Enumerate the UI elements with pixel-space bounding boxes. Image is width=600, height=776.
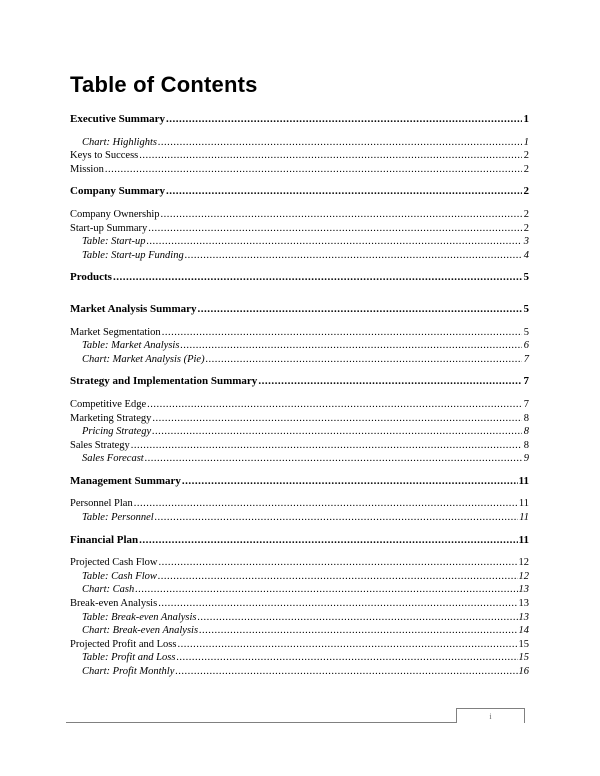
toc-leader-dots bbox=[152, 412, 522, 426]
toc-leader-dots bbox=[147, 398, 522, 412]
toc-leader-dots bbox=[158, 597, 517, 611]
toc-entry[interactable] bbox=[70, 439, 529, 453]
toc-entry-label: Executive Summary bbox=[70, 113, 166, 125]
toc-entry-page: 2 bbox=[523, 150, 529, 162]
toc-entry-label: Market Analysis Summary bbox=[70, 302, 197, 315]
toc-entry[interactable] bbox=[70, 412, 529, 426]
page-title: Table of Contents bbox=[70, 72, 258, 97]
toc-entry-label: Strategy and Implementation Summary bbox=[70, 375, 258, 388]
toc-entry-page: 9 bbox=[523, 453, 529, 465]
section-gap bbox=[70, 488, 529, 497]
toc-entry-page: 7 bbox=[523, 398, 529, 410]
toc-entry[interactable] bbox=[70, 271, 529, 285]
section-gap bbox=[70, 547, 529, 556]
table-of-contents bbox=[70, 113, 529, 679]
toc-entry-page: 2 bbox=[523, 163, 529, 175]
section-gap bbox=[70, 294, 529, 303]
toc-entry-page: 5 bbox=[523, 271, 529, 284]
toc-entry-page: 13 bbox=[518, 611, 529, 623]
toc-entry-page: 7 bbox=[523, 375, 529, 388]
toc-entry[interactable] bbox=[70, 583, 529, 597]
toc-entry[interactable] bbox=[70, 222, 529, 236]
toc-entry-page: 7 bbox=[523, 353, 529, 365]
toc-leader-dots bbox=[176, 651, 517, 665]
toc-leader-dots bbox=[161, 208, 522, 222]
toc-entry-label: Table: Start-up Funding bbox=[82, 249, 184, 261]
toc-entry[interactable] bbox=[70, 556, 529, 570]
toc-leader-dots bbox=[206, 353, 522, 367]
toc-entry[interactable] bbox=[70, 475, 529, 489]
toc-entry-label: Chart: Profit Monthly bbox=[82, 666, 175, 677]
section-gap bbox=[70, 366, 529, 375]
toc-entry[interactable] bbox=[70, 534, 529, 548]
toc-entry-label: Pricing Strategy bbox=[82, 426, 152, 438]
toc-entry[interactable] bbox=[70, 249, 529, 263]
toc-leader-dots bbox=[105, 163, 522, 177]
toc-entry-page: 15 bbox=[518, 638, 529, 650]
toc-entry-page: 11 bbox=[518, 498, 529, 510]
toc-entry-page: 2 bbox=[523, 222, 529, 234]
toc-entry-label: Competitive Edge bbox=[70, 398, 147, 410]
toc-entry[interactable] bbox=[70, 326, 529, 340]
toc-entry[interactable] bbox=[70, 339, 529, 353]
toc-leader-dots bbox=[135, 583, 517, 597]
toc-leader-dots bbox=[199, 624, 517, 638]
toc-entry-page: 5 bbox=[523, 326, 529, 338]
toc-entry[interactable] bbox=[70, 149, 529, 163]
toc-entry-page: 16 bbox=[518, 666, 529, 677]
toc-leader-dots bbox=[158, 136, 522, 150]
section-gap bbox=[70, 389, 529, 398]
toc-entry-page: 1 bbox=[523, 136, 529, 148]
section-gap bbox=[70, 285, 529, 294]
toc-entry[interactable] bbox=[70, 511, 529, 525]
toc-leader-dots bbox=[155, 511, 519, 525]
toc-leader-dots bbox=[113, 271, 522, 285]
toc-entry[interactable] bbox=[70, 208, 529, 222]
toc-entry-page: 14 bbox=[518, 625, 529, 637]
toc-entry[interactable] bbox=[70, 163, 529, 177]
toc-entry-label: Products bbox=[70, 271, 112, 284]
toc-entry-label: Marketing Strategy bbox=[70, 412, 152, 424]
toc-entry[interactable] bbox=[70, 113, 529, 127]
toc-entry[interactable] bbox=[70, 651, 529, 665]
footer-rule bbox=[66, 722, 456, 723]
toc-entry[interactable] bbox=[70, 611, 529, 625]
toc-leader-dots bbox=[139, 534, 517, 548]
toc-entry-page: 15 bbox=[518, 652, 529, 664]
section-gap bbox=[70, 525, 529, 534]
toc-leader-dots bbox=[159, 556, 518, 570]
toc-entry-page: 8 bbox=[523, 412, 529, 424]
toc-entry[interactable] bbox=[70, 497, 529, 511]
toc-entry-page: 12 bbox=[518, 570, 529, 582]
toc-entry-page: 3 bbox=[523, 236, 529, 248]
toc-entry[interactable] bbox=[70, 136, 529, 150]
toc-entry-label: Sales Strategy bbox=[70, 439, 130, 451]
toc-entry-page: 11 bbox=[518, 474, 529, 487]
toc-entry-label: Financial Plan bbox=[70, 533, 139, 546]
toc-entry-label: Table: Profit and Loss bbox=[82, 652, 176, 664]
toc-entry-label: Keys to Success bbox=[70, 150, 139, 162]
toc-entry[interactable] bbox=[70, 353, 529, 367]
toc-entry-label: Market Segmentation bbox=[70, 326, 161, 338]
toc-entry-label: Sales Forecast bbox=[82, 453, 144, 465]
toc-entry[interactable] bbox=[70, 665, 529, 679]
toc-entry-page: 13 bbox=[518, 584, 529, 596]
section-gap bbox=[70, 127, 529, 136]
toc-leader-dots bbox=[180, 339, 522, 353]
toc-leader-dots bbox=[148, 222, 522, 236]
toc-entry-page: 1 bbox=[523, 113, 529, 125]
toc-leader-dots bbox=[158, 570, 518, 584]
toc-entry[interactable] bbox=[70, 425, 529, 439]
toc-leader-dots bbox=[182, 475, 518, 489]
toc-leader-dots bbox=[258, 375, 522, 389]
section-gap bbox=[70, 317, 529, 326]
section-gap bbox=[70, 176, 529, 185]
toc-entry-label: Table: Market Analysis bbox=[82, 340, 180, 352]
toc-entry[interactable] bbox=[70, 303, 529, 317]
toc-entry[interactable] bbox=[70, 398, 529, 412]
toc-entry-label: Break-even Analysis bbox=[70, 598, 158, 610]
toc-entry-page: 8 bbox=[523, 426, 529, 438]
toc-entry[interactable] bbox=[70, 624, 529, 638]
toc-entry-page: 4 bbox=[523, 249, 529, 261]
toc-leader-dots bbox=[185, 249, 522, 263]
toc-entry-label: Projected Cash Flow bbox=[70, 557, 158, 569]
toc-leader-dots bbox=[177, 638, 517, 652]
toc-entry-label: Chart: Cash bbox=[82, 584, 135, 596]
toc-entry-page: 11 bbox=[519, 512, 529, 524]
toc-entry-label: Table: Start-up bbox=[82, 236, 146, 248]
toc-entry[interactable] bbox=[70, 375, 529, 389]
toc-leader-dots bbox=[131, 439, 522, 453]
toc-entry-label: Table: Cash Flow bbox=[82, 570, 157, 582]
toc-entry-label: Management Summary bbox=[70, 474, 181, 487]
toc-entry[interactable] bbox=[70, 570, 529, 584]
section-gap bbox=[70, 466, 529, 475]
toc-entry-label: Personnel Plan bbox=[70, 498, 133, 510]
toc-entry[interactable] bbox=[70, 452, 529, 466]
toc-leader-dots bbox=[166, 185, 522, 199]
toc-entry-label: Chart: Break-even Analysis bbox=[82, 625, 199, 637]
toc-leader-dots bbox=[162, 326, 522, 340]
toc-entry[interactable] bbox=[70, 185, 529, 199]
toc-entry-label: Table: Personnel bbox=[82, 512, 154, 524]
toc-entry-label: Chart: Market Analysis (Pie) bbox=[82, 353, 205, 365]
toc-leader-dots bbox=[139, 149, 522, 163]
toc-leader-dots bbox=[175, 665, 517, 679]
toc-entry[interactable] bbox=[70, 638, 529, 652]
toc-entry-label: Table: Break-even Analysis bbox=[82, 611, 197, 623]
toc-leader-dots bbox=[145, 452, 522, 466]
toc-leader-dots bbox=[198, 611, 518, 625]
toc-entry-label: Company Ownership bbox=[70, 208, 160, 220]
footer-page-number: i bbox=[456, 708, 525, 723]
toc-entry-page: 6 bbox=[523, 340, 529, 352]
toc-entry-page: 8 bbox=[523, 439, 529, 451]
toc-entry-label: Company Summary bbox=[70, 185, 166, 198]
toc-entry-page: 11 bbox=[518, 533, 529, 546]
section-gap bbox=[70, 199, 529, 208]
toc-entry-page: 5 bbox=[523, 302, 529, 315]
toc-leader-dots bbox=[152, 425, 522, 439]
toc-entry-label: Chart: Highlights bbox=[82, 136, 157, 148]
toc-leader-dots bbox=[147, 235, 523, 249]
toc-entry-page: 12 bbox=[518, 557, 529, 569]
toc-entry-label: Projected Profit and Loss bbox=[70, 638, 177, 650]
toc-entry-page: 13 bbox=[518, 598, 529, 610]
toc-entry[interactable] bbox=[70, 597, 529, 611]
toc-entry[interactable] bbox=[70, 235, 529, 249]
toc-entry-page: 2 bbox=[523, 185, 529, 198]
toc-leader-dots bbox=[166, 113, 522, 127]
toc-leader-dots bbox=[134, 497, 518, 511]
toc-entry-page: 2 bbox=[523, 208, 529, 220]
section-gap bbox=[70, 262, 529, 271]
toc-leader-dots bbox=[198, 303, 523, 317]
toc-entry-label: Mission bbox=[70, 163, 104, 175]
toc-entry-label: Start-up Summary bbox=[70, 222, 148, 234]
